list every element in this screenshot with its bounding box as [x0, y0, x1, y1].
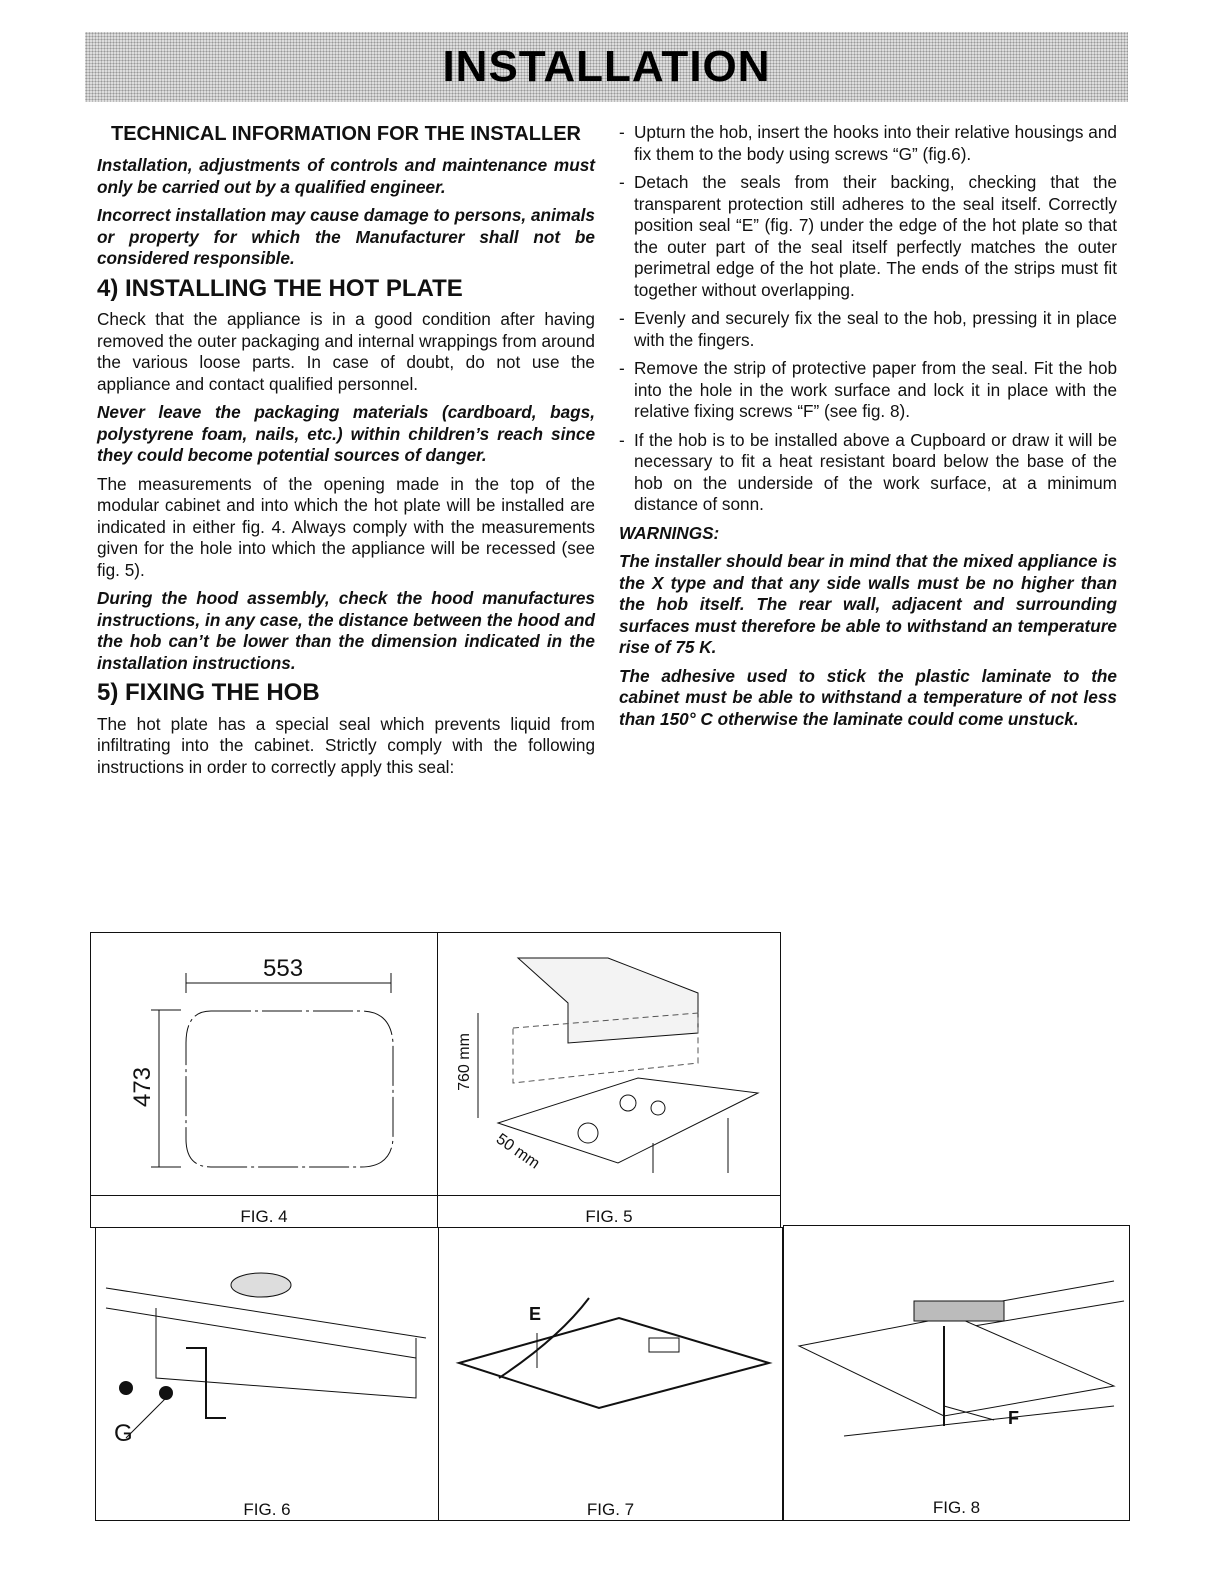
- section5-title: 5) FIXING THE HOB: [97, 679, 320, 706]
- figure-8-label: FIG. 8: [932, 1498, 981, 1517]
- step-item: - Upturn the hob, insert the hooks into their relative housings and fix them to the body using screws “G” (fig.6).: [619, 122, 1117, 165]
- figure-4-label: FIG. 4: [240, 1207, 288, 1226]
- figure-7: [438, 1227, 783, 1521]
- hood-warning: During the hood assembly, check the hood manufactures instructions, in any case, the distance between the hood and the hob can’t be lower than the dimension indicated in the installation instructions.: [97, 588, 595, 673]
- figure-7-label: FIG. 7: [586, 1500, 635, 1519]
- section4-title: 4) INSTALLING THE HOT PLATE: [97, 274, 463, 302]
- seal-position-drawing: [439, 1228, 784, 1522]
- seal-e-callout: E: [529, 1304, 542, 1324]
- fixing-screws-drawing: [784, 1226, 1131, 1522]
- packaging-warning: Never leave the packaging materials (cardboard, bags, polystyrene foam, nails, etc.) within children’s reach since they could become potential sources of danger.: [97, 402, 595, 465]
- side-gap-dimension: 50 mm: [492, 1130, 543, 1173]
- figure-6: [95, 1227, 439, 1521]
- installation-steps: [619, 122, 1117, 516]
- section4-paragraph-2: The measurements of the opening made in the top of the modular cabinet and into which the hot plate will be installed are indicated in either fig. 4. Always comply with the measurements given for the hole into which the appliance will be recessed (see fig. 5).: [97, 473, 595, 580]
- figure-6-label: FIG. 6: [243, 1500, 291, 1519]
- section5-paragraph: The hot plate has a special seal which prevents liquid from infiltrating into the cabinet. Strictly comply with the following instructions in order to correctly apply this seal:: [97, 713, 595, 777]
- figure-5: [437, 932, 781, 1228]
- banner-title: INSTALLATION: [442, 42, 771, 91]
- height-dimension: 473: [129, 1066, 157, 1108]
- warning-liability: Incorrect installation may cause damage to persons, animals or property for which the Manufacturer shall not be considered responsible.: [97, 205, 595, 268]
- figure-4: [90, 932, 438, 1228]
- hood-height-dimension: 760 mm: [455, 1033, 473, 1091]
- left-column: [97, 122, 595, 785]
- hook-fixing-drawing: [96, 1228, 440, 1522]
- warnings-title: WARNINGS:: [619, 522, 720, 543]
- step-item: - If the hob is to be installed above a Cupboard or draw it will be necessary to fit a heat resistant board below the base of the hob on the underside of the work surface, at a minimum distance of sonn.: [619, 430, 1117, 516]
- step-item: - Evenly and securely fix the seal to the hob, pressing it in place with the fingers.: [619, 308, 1117, 351]
- screw-g-callout: G: [114, 1420, 133, 1447]
- warning-paragraph-1: The installer should bear in mind that the mixed appliance is the X type and that any side walls must be no higher than the hob itself. The rear wall, adjacent and surrounding surfaces must therefore be able to withstand an temperature rise of 75 K.: [619, 551, 1117, 657]
- warning-paragraph-2: The adhesive used to stick the plastic laminate to the cabinet must be able to withstand a temperature of not less than 150° C otherwise the laminate could come unstuck.: [619, 665, 1117, 729]
- figure-5-label: FIG. 5: [585, 1207, 633, 1226]
- right-column: [619, 122, 1117, 737]
- section-banner: [85, 32, 1128, 102]
- step-item: - Detach the seals from their backing, checking that the transparent protection still adheres to the seal itself. Correctly position seal “E” (fig. 7) under the edge of the hot plate so that the outer part of the seal itself perfectly matches the outer perimetral edge of the hot plate. The ends of the strips must fit together without overlapping.: [619, 172, 1117, 301]
- figure-8: [783, 1225, 1130, 1521]
- width-dimension: 553: [263, 955, 304, 982]
- screw-f-callout: F: [1008, 1408, 1019, 1428]
- installer-heading: TECHNICAL INFORMATION FOR THE INSTALLER: [111, 123, 581, 145]
- step-item: - Remove the strip of protective paper from the seal. Fit the hob into the hole in the work surface and lock it in place with the relative fixing screws “F” (see fig. 8).: [619, 358, 1117, 423]
- hood-clearance-drawing: [438, 933, 782, 1229]
- section4-paragraph-1: Check that the appliance is in a good condition after having removed the outer packaging and internal wrappings from around the various loose parts. In case of doubt, do not use the appliance and contact qualified personnel.: [97, 309, 595, 394]
- warning-qualified: Installation, adjustments of controls and maintenance must only be carried out by a qualified engineer.: [97, 155, 595, 197]
